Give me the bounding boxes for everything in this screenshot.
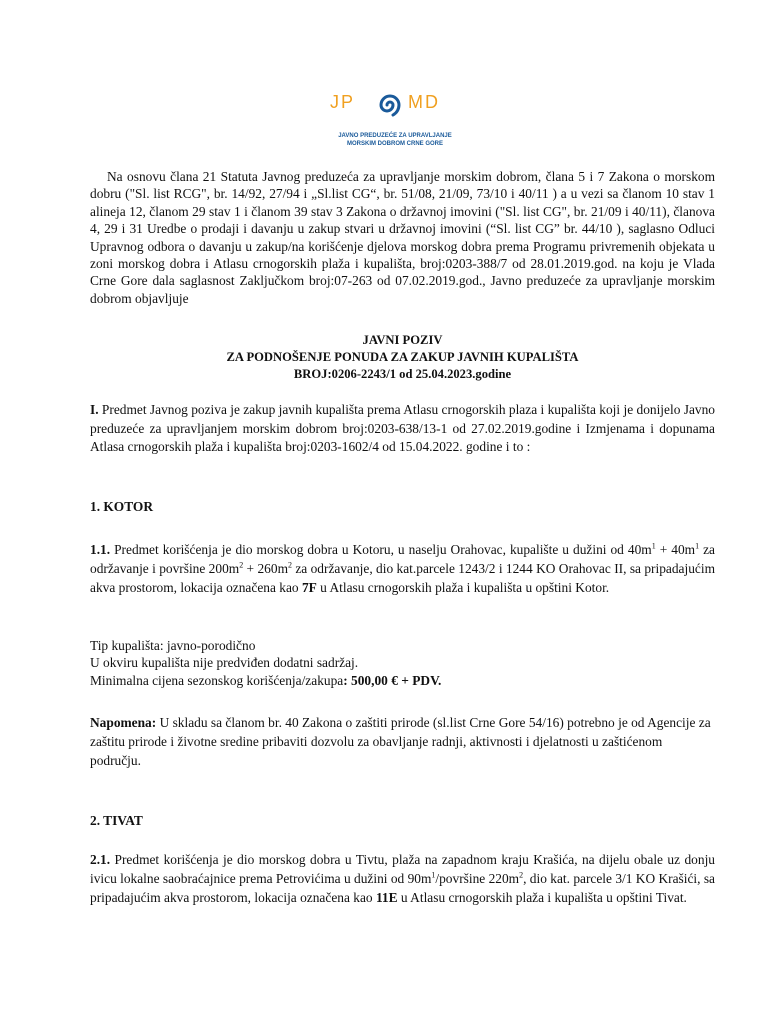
location-code: 11E <box>375 890 398 905</box>
title-line: ZA PODNOŠENJE PONUDA ZA ZAKUP JAVNIH KUPALIŠTA <box>226 350 579 364</box>
superscript: 2 <box>519 870 524 880</box>
logo-subtitle <box>330 132 460 148</box>
intro-paragraph: Na osnovu člana 21 Statuta Javnog preduzeća za upravljanje morskim dobrom, člana 5 i 7 Zakona o morskom dobru ("Sl. list RCG", br. 14/92, 27/94 i „Sl.list CG“, br. 51/08, 21/09, 73/10 i 40/11 ) a u vezi sa članom 10 stav 1 alineja 12, članom 29 stav 1 i članom 39 stav 3 Zakona o državnoj imovini ("Sl. list CG", br. 21/09 i 40/11), članova 4, 29 i 31 Uredbe o prodaji i davanju u zakup stvari u državnoj imovini (“Sl. list CG” br. 44/10 ), saglasno Odluci Upravnog odbora o davanju u zakup/na korišćenje djelova morskog dobra prema Programu privremenih objekata u zoni morskog dobra i Atlasu crnogorskih plaža i kupališta, broj:0203-388/7 od 28.01.2019.god. na koju je Vlada Crne Gore dala saglasnost Zaključkom broj:07-263 od 07.02.2019.god., Javno preduzeće za upravljanje morskim dobrom objavljuje <box>90 169 715 306</box>
tivat-text: Predmet korišćenja je dio morskog dobra u Tivtu, plaža na zapadnom kraju Krašića, na dijelu obale uz donju ivicu lokalne saobraćajnice prema Petrovićima u dužini od 90m <box>90 852 715 886</box>
kotor-note <box>90 713 715 770</box>
logo-right-letters: MD <box>408 92 440 112</box>
document-title <box>90 332 715 383</box>
logo-subtitle-line: JAVNO PREDUZEĆE ZA UPRAVLJANJE <box>338 133 452 139</box>
section-i-label: I. <box>90 402 99 417</box>
superscript: 2 <box>287 560 292 570</box>
tivat-heading: 2. TIVAT <box>90 813 143 828</box>
tivat-item-number: 2.1. <box>90 852 111 867</box>
tivat-text: , dio kat. parcele 3/1 KO Krašići, sa pripadajućim akva prostorom, lokacija označena kao <box>90 871 715 905</box>
beach-type: Tip kupališta: javno-porodično <box>90 638 256 653</box>
superscript: 1 <box>651 541 656 551</box>
tivat-item-paragraph <box>90 850 715 907</box>
section-i-text: Predmet Javnog poziva je zakup javnih kupališta prema Atlasu crnogorskih plaza i kupališta koji je donijelo Javno preduzeće za upravljanjem morskim dobrom broj:0203-638/13-1 od 27.02.2019.godine i Izmjenama i dopunama Atlasa crnogorskih plaža i kupališta broj:0203-1602/4 od 15.04.2022. godine i to : <box>90 402 715 454</box>
company-logo <box>330 92 460 152</box>
kotor-item-number: 1.1. <box>90 542 111 557</box>
tivat-text: /površine 220m <box>435 871 520 886</box>
beach-content: U okviru kupališta nije predviđen dodatni sadržaj. <box>90 655 359 671</box>
location-code: 7F <box>301 580 317 595</box>
note-label: Napomena: <box>90 715 157 730</box>
title-line: BROJ:0206-2243/1 od 25.04.2023.godine <box>293 367 512 381</box>
price-value: : 500,00 € + PDV. <box>343 672 442 688</box>
minimum-price <box>90 672 715 689</box>
note-text: U skladu sa članom br. 40 Zakona o zaštiti prirode (sl.list Crne Gore 54/16) potrebno je od Agencije za zaštitu prirode i životne sredine pribaviti dozvolu za obavljanje radnji, aktivnosti i djelatnosti u zaštićenom području. <box>90 715 711 768</box>
kotor-text: Predmet korišćenja je dio morskog dobra u Kotoru, u naselju Orahovac, kupalište u dužini od 40m <box>110 542 652 557</box>
tivat-text: u Atlasu crnogorskih plaža i kupališta u opštini Tivat. <box>397 890 687 905</box>
title-line: JAVNI POZIV <box>362 333 443 347</box>
kotor-item-paragraph <box>90 540 715 597</box>
superscript: 1 <box>431 870 436 880</box>
superscript: 2 <box>239 560 244 570</box>
kotor-text: u Atlasu crnogorskih plaža i kupališta u opštini Kotor. <box>316 580 610 595</box>
logo-left-letters: JP <box>330 92 356 112</box>
superscript: 1 <box>695 541 700 551</box>
kotor-text: + 260m <box>243 561 288 576</box>
kotor-details <box>90 637 715 689</box>
shell-swirl-icon <box>374 90 406 120</box>
section-i-paragraph <box>90 401 715 457</box>
kotor-text: + 40m <box>655 542 696 557</box>
kotor-heading: 1. KOTOR <box>90 499 153 514</box>
kotor-text: za održavanje, dio kat.parcele 1243/2 i 1244 KO Orahovac II, sa pripadajućim akva prostorom, lokacija označena kao <box>90 561 715 595</box>
logo-subtitle-line: MORSKIM DOBROM CRNE GORE <box>347 141 443 147</box>
kotor-text: za održavanje i površine 200m <box>90 542 715 576</box>
price-label: Minimalna cijena sezonskog korišćenja/zakupa <box>90 672 344 688</box>
